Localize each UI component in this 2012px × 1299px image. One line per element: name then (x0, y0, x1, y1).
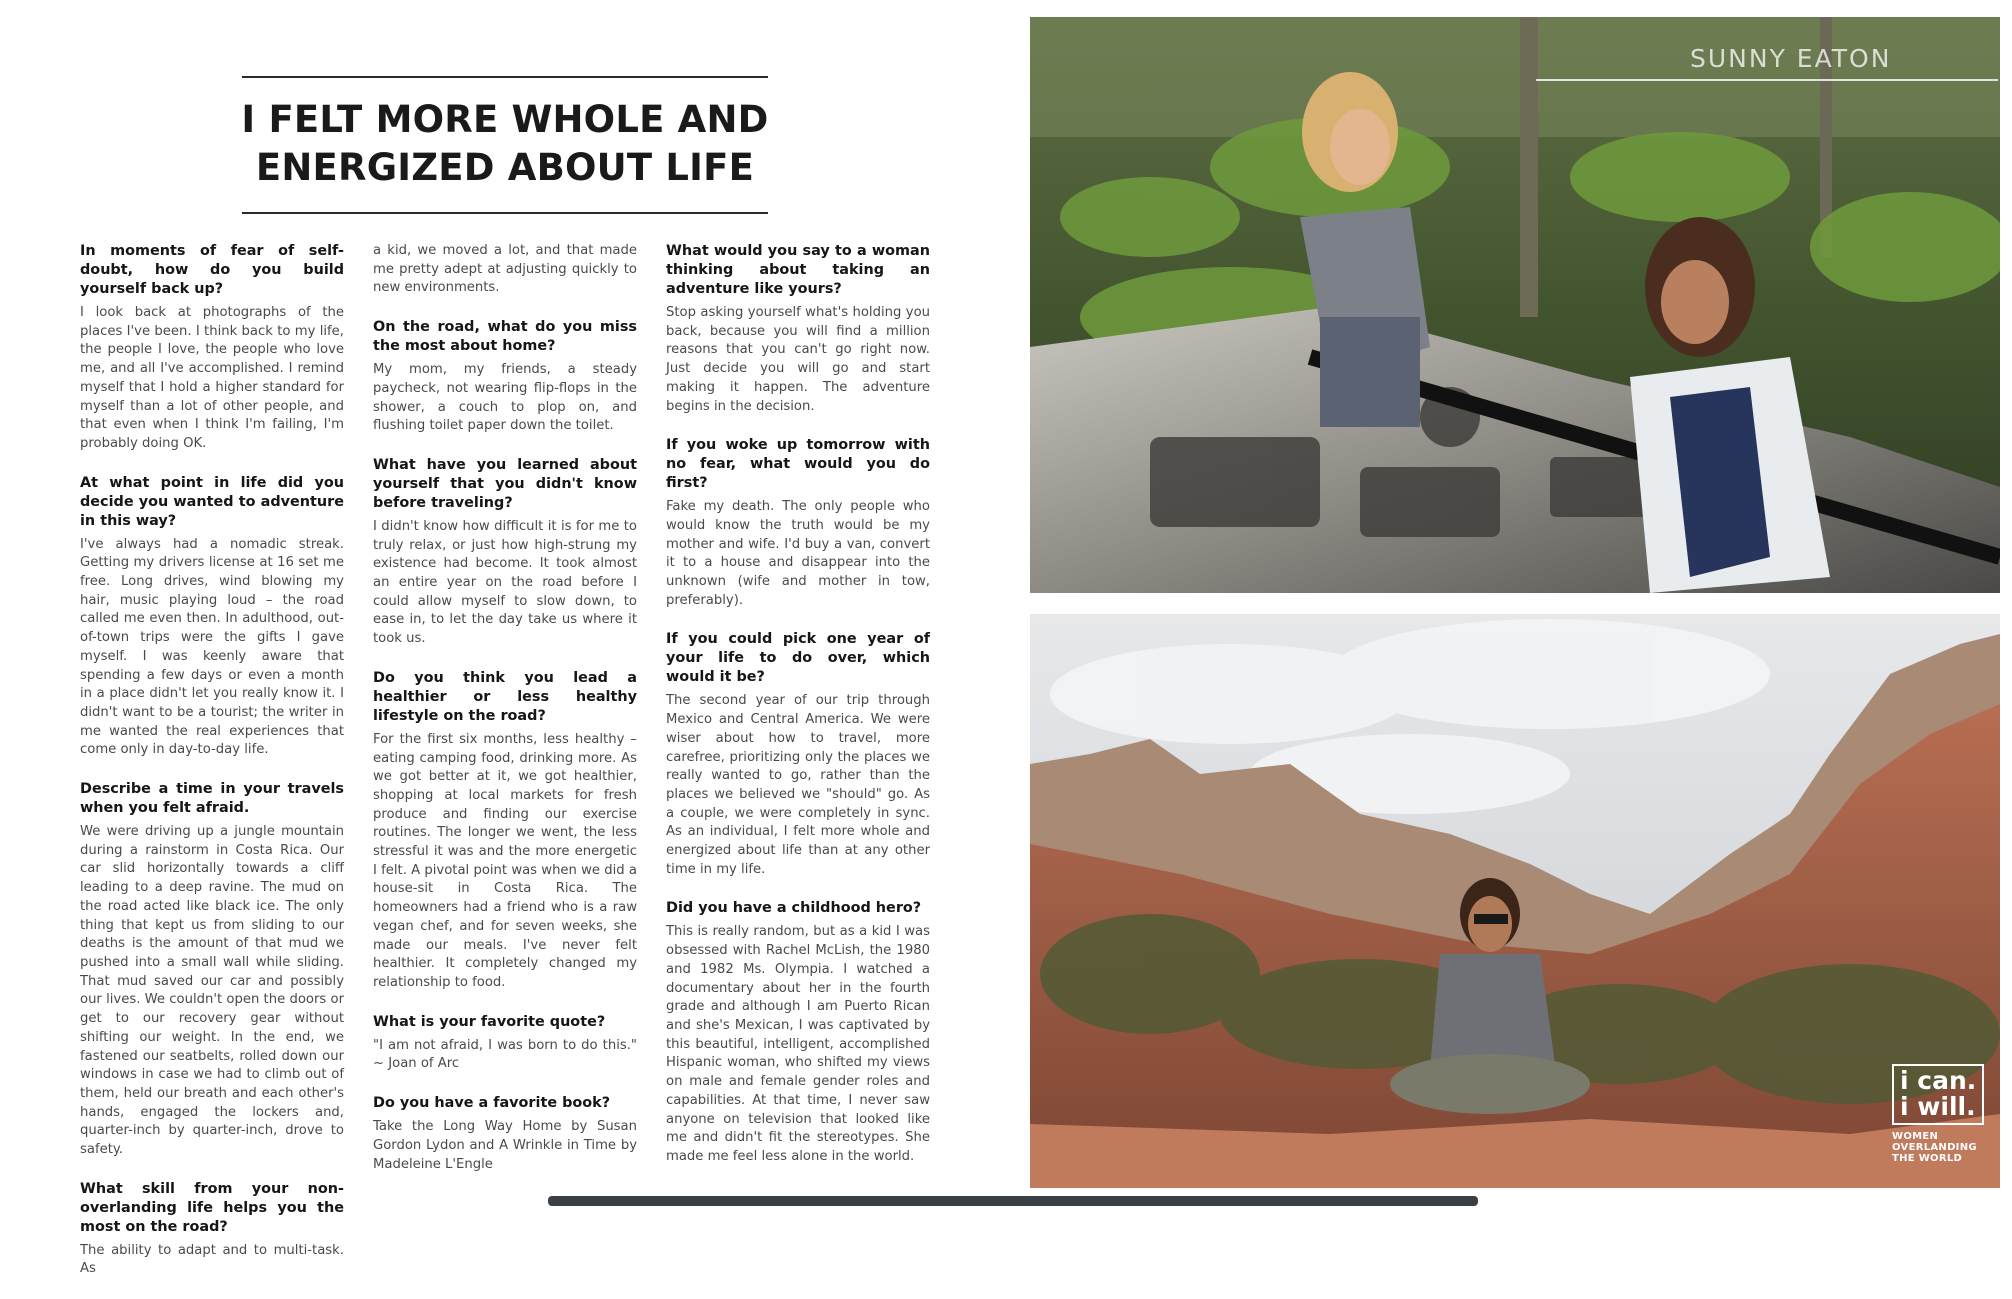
answer-text: The second year of our trip through Mexico and Central America. We were wiser about how to travel, more carefree, prioritizing only the places we really wanted to go, rather than the places we believed we "should" go. As a couple, we were completely in sync. As an individual, I felt more whole and energized about life than at any other time in my life. (666, 693, 930, 877)
qa-block (80, 780, 344, 1160)
answer-text: My mom, my friends, a steady paycheck, not wearing flip-flops in the shower, a couch to plop on, and flushing toilet paper down the toilet. (373, 362, 637, 434)
question-heading: Describe a time in your travels when you felt afraid. (80, 781, 344, 817)
qa-block (373, 1013, 637, 1074)
logo-line-2: i will. (1900, 1092, 1976, 1121)
qa-block (666, 242, 930, 416)
answer-text: a kid, we moved a lot, and that made me pretty adept at adjusting quickly to new environments. (373, 243, 637, 296)
answer-text: This is really random, but as a kid I was obsessed with Rachel McLish, the 1980 and 1982 Ms. Olympia. I watched a documentary about her in the fourth grade and although I am Puerto Rican and she's Mexican, I was captivated by this beautiful, intelligent, accomplished Hispanic woman, who shifted my views on male and female gender roles and capabilities. At that time, I never saw anyone on television that looked like me and didn't fit the stereotypes. She made me feel less alone in the world. (666, 924, 930, 1164)
qa-block (80, 474, 344, 760)
qa-block (666, 630, 930, 879)
question-heading: Did you have a childhood hero? (666, 900, 922, 917)
logo-tagline-3: THE WORLD (1892, 1153, 1963, 1164)
logo-mark (1892, 1064, 1984, 1125)
horizontal-scrollbar[interactable] (548, 1196, 1478, 1206)
question-heading: What have you learned about yourself that you didn't know before traveling? (373, 456, 637, 511)
i-can-i-will-logo (1892, 1064, 1982, 1164)
headline-top-rule (242, 76, 768, 78)
qa-block (80, 1180, 344, 1279)
question-heading: Do you have a favorite book? (373, 1095, 611, 1112)
question-heading: Do you think you lead a healthier or less healthy lifestyle on the road? (373, 669, 637, 724)
headline (200, 96, 810, 192)
headline-line-1: I FELT MORE WHOLE AND (241, 98, 769, 141)
answer-text: I didn't know how difficult it is for me to truly relax, or just how high-strung my existence had become. It took almost an entire year on the road before I could allow myself to slow down, to ease in, to let the day take us where it took us. (373, 518, 637, 647)
answer-text: I've always had a nomadic streak. Getting my drivers license at 16 set me free. Long drives, wind blowing my hair, music playing loud – the road called me even then. In adulthood, out-of-town trips were the gifts I gave myself. I was keenly aware that spending a few days or even a month in a place didn't let you really know it. I didn't want to be a tourist; the writer in me wanted the real experiences that come only in day-to-day life. (80, 536, 344, 758)
answer-text: Take the Long Way Home by Susan Gordon Lydon and A Wrinkle in Time by Madeleine L'Engle (373, 1119, 637, 1172)
answer-text: Fake my death. The only people who would know the truth would be my mother and wife. I'd buy a van, convert it to a house and disappear into the unknown (wife and mother in tow, preferably). (666, 499, 930, 608)
headline-bottom-rule (242, 212, 768, 214)
qa-block (373, 242, 637, 298)
question-heading: What would you say to a woman thinking about taking an adventure like yours? (666, 243, 930, 297)
question-heading: If you woke up tomorrow with no fear, what would you do first? (666, 437, 930, 492)
logo-tagline-1: WOMEN (1892, 1131, 1939, 1142)
logo-tagline (1892, 1131, 1982, 1164)
qa-block (666, 436, 930, 610)
article-column-1 (80, 242, 344, 1299)
question-heading: What skill from your non-overlanding life helps you the most on the road? (80, 1180, 344, 1235)
answer-text: The ability to adapt and to multi-task. As (80, 1242, 344, 1277)
question-heading: If you could pick one year of your life to do over, which would it be? (666, 631, 930, 686)
question-heading: On the road, what do you miss the most about home? (373, 319, 637, 355)
qa-block (373, 1094, 637, 1174)
question-heading: At what point in life did you decide you wanted to adventure in this way? (80, 474, 344, 529)
qa-block (80, 242, 344, 454)
jungle-engine-photo (1030, 17, 2000, 593)
question-heading: What is your favorite quote? (373, 1013, 606, 1030)
answer-text: For the first six months, less healthy – eating camping food, drinking more. As we got better at it, we got healthier, shopping at local markets for fresh produce and finding our exercise routines. The longer we went, the less stressful it was and the more energetic I felt. A pivotal point was when we did a house-sit in Costa Rica. The homeowners had a friend who is a raw vegan chef, and for seven weeks, she made our meals. I've never felt healthier. It completely changed my relationship to food. (373, 731, 637, 990)
answer-text: We were driving up a jungle mountain during a rainstorm in Costa Rica. Our car slid horizontally towards a cliff leading to a deep ravine. The mud on the road acted like black ice. The only thing that kept us from sliding to our deaths is the amount of that mud we pushed into a small wall while sliding. That mud saved our car and possibly our lives. We couldn't open the doors or get to our recovery gear without shifting our weight. In the end, we fastened our seatbelts, rolled down our windows in case we had to climb out of them, held our breath and each other's hands, engaged the lockers and, quarter-inch by quarter-inch, drove to safety. (80, 824, 344, 1158)
qa-block (666, 899, 930, 1166)
question-heading: In moments of fear of self-doubt, how do you build yourself back up? (80, 243, 344, 297)
article-column-2 (373, 242, 637, 1194)
qa-block (373, 456, 637, 649)
qa-block (373, 669, 637, 993)
photo-credit: SUNNY EATON (1690, 44, 1892, 73)
answer-text: "I am not afraid, I was born to do this." ~ Joan of Arc (373, 1037, 637, 1072)
logo-line-1: i can. (1900, 1066, 1977, 1095)
canyon-photo (1030, 614, 2000, 1188)
qa-block (373, 318, 637, 436)
photo-credit-rule (1536, 79, 1998, 81)
headline-line-2: ENERGIZED ABOUT LIFE (255, 146, 755, 189)
article-column-3 (666, 242, 930, 1187)
answer-text: I look back at photographs of the places I've been. I think back to my life, the people I love, the people who love me, and all I've accomplished. I remind myself that I hold a higher standard for myself than a lot of other people, and that even when I think I'm failing, I'm probably doing OK. (80, 305, 344, 451)
logo-tagline-2: OVERLANDING (1892, 1142, 1977, 1153)
answer-text: Stop asking yourself what's holding you back, because you will find a million reasons that you can't go right now. Just decide you will go and start making it happen. The adventure begins in the decision. (666, 305, 930, 414)
